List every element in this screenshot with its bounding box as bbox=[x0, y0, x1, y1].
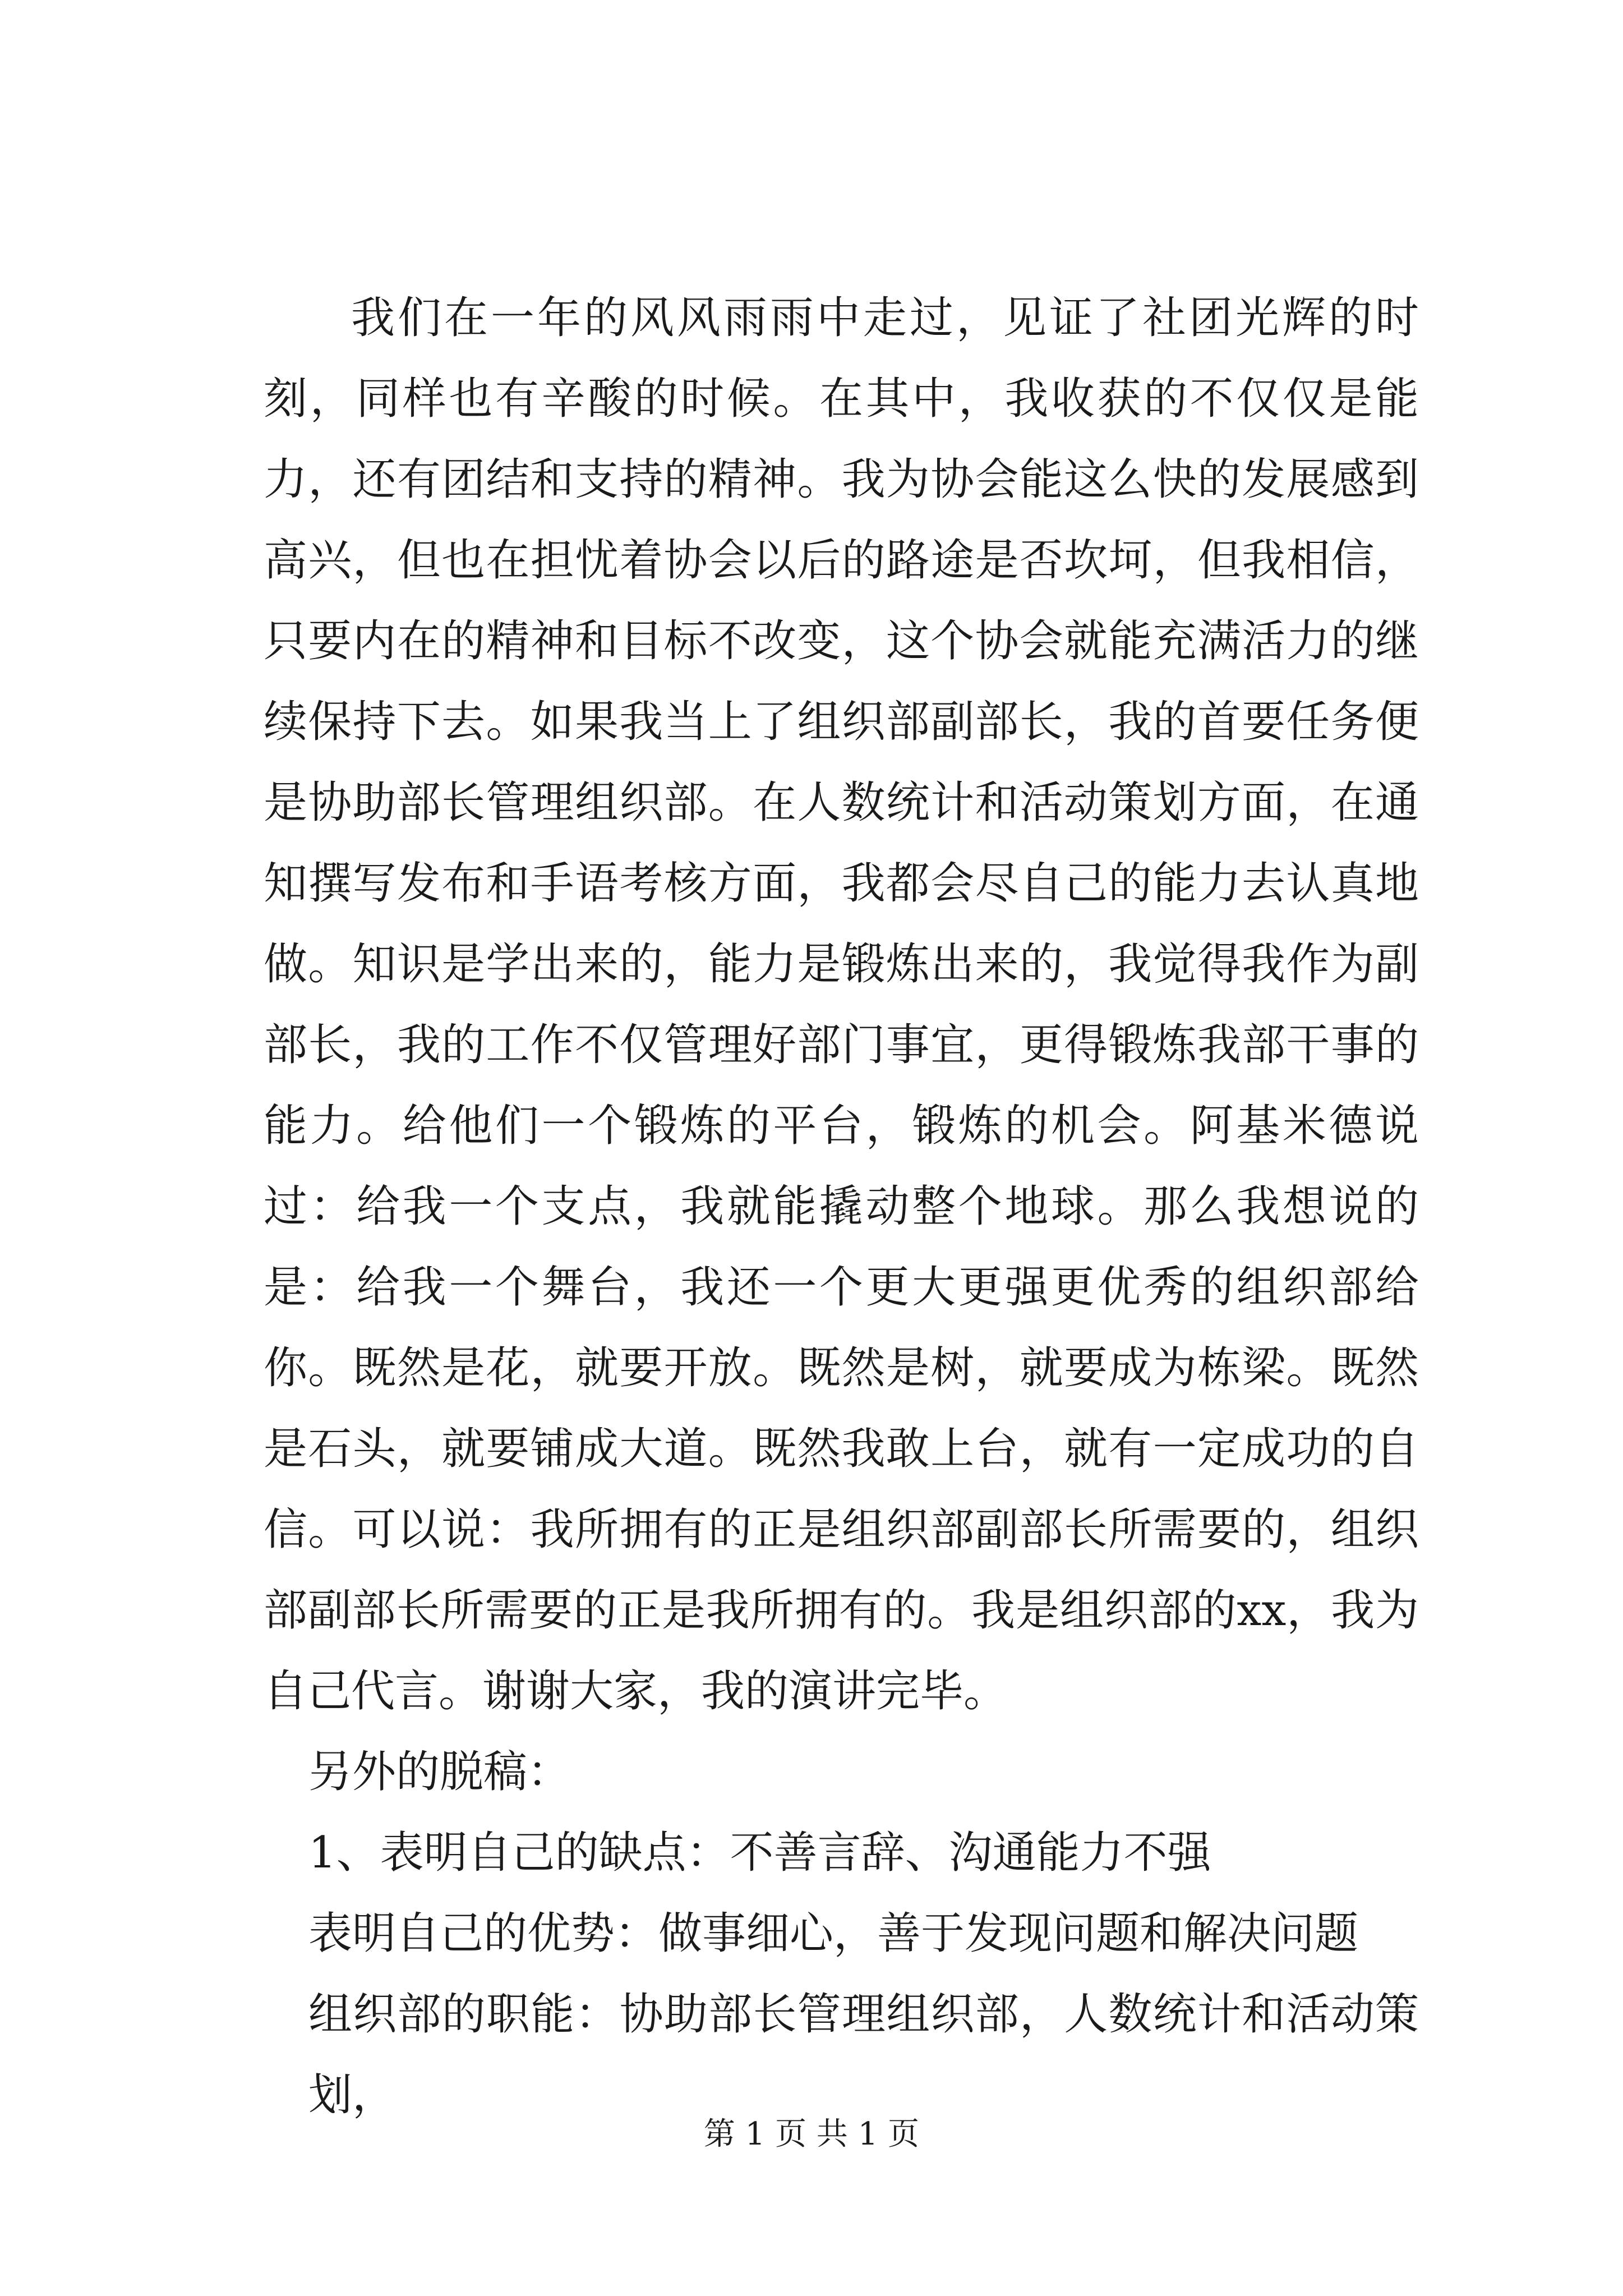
extra-notes-heading: 另外的脱稿： bbox=[308, 1747, 571, 1797]
page-footer: 第 1 页 共 1 页 bbox=[703, 2116, 920, 2152]
list-line-duties: 组织部的职能：协助部长管理组织部，人数统计和活动策划， bbox=[308, 1989, 1419, 2120]
list-line-weaknesses: 1、表明自己的缺点：不善言辞、沟通能力不强 bbox=[308, 1828, 1211, 1878]
list-line-strengths: 表明自己的优势：做事细心，善于发现问题和解决问题 bbox=[308, 1908, 1359, 1959]
speech-paragraph: 我们在一年的风风雨雨中走过，见证了社团光辉的时刻，同样也有辛酸的时候。在其中，我收获的不仅仅是能力，还有团结和支持的精神。我为协会能这么快的发展感到高兴，但也在担忧着协会以后的路途是否坎坷，但我相信，只要内在的精神和目标不改变，这个协会就能充满活力的继续保持下去。如果我当上了组织部副部长，我的首要任务便是协助部长管理组织部。在人数统计和活动策划方面，在通知撰写发布和手语考核方面，我都会尽自己的能力去认真地做。知识是学出来的，能力是锻炼出来的，我觉得我作为副部长，我的工作不仅管理好部门事宜，更得锻炼我部干事的能力。给他们一个锻炼的平台，锻炼的机会。阿基米德说过：给我一个支点，我就能撬动整个地球。那么我想说的是：给我一个舞台，我还一个更大更强更优秀的组织部给你。既然是花，就要开放。既然是树，就要成为栋梁。既然是石头，就要铺成大道。既然我敢上台，就有一定成功的自信。可以说：我所拥有的正是组织部副部长所需要的，组织部副部长所需要的正是我所拥有的。我是组织部的xx，我为自己代言。谢谢大家，我的演讲完毕。 bbox=[264, 293, 1419, 1717]
document-body bbox=[264, 278, 1419, 2136]
